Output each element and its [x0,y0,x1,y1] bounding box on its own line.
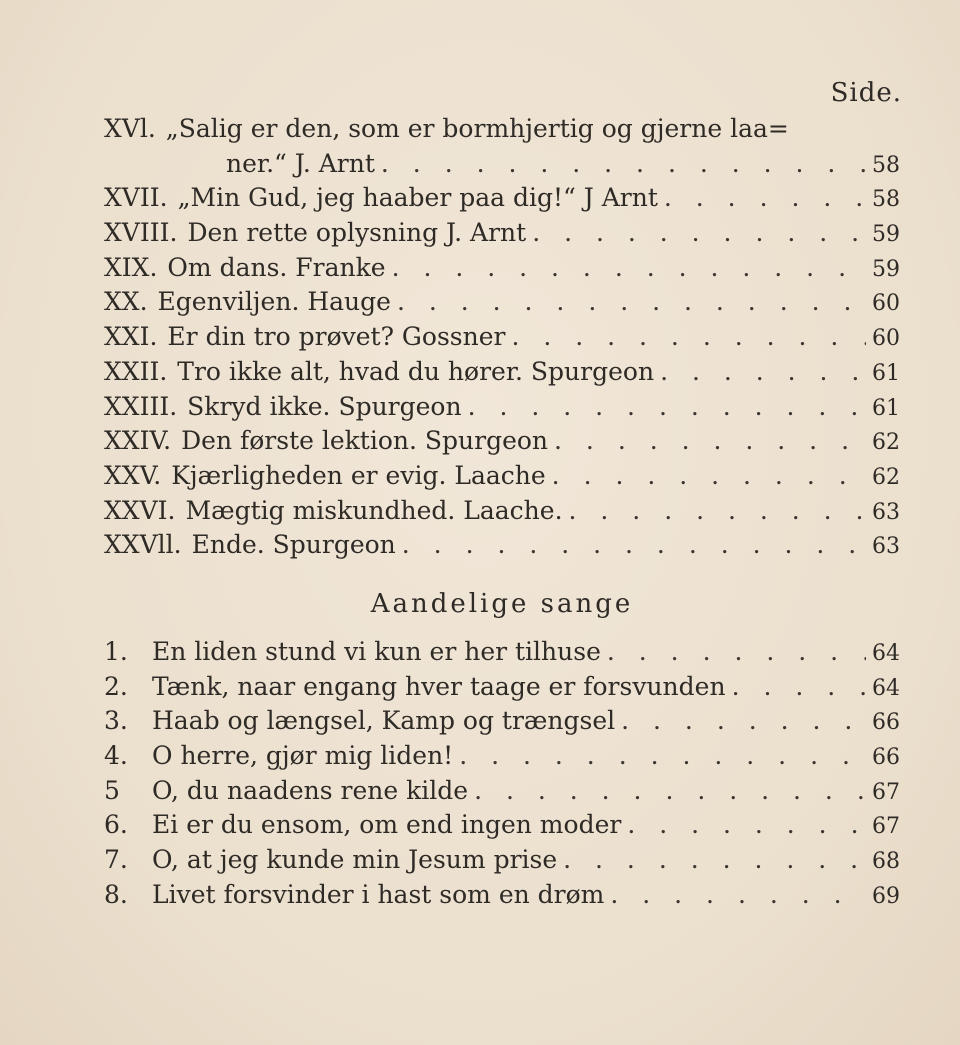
entry-title: Om dans. Franke [167,252,386,282]
entry-title: Mægtig miskundhed. Laache. [185,495,563,525]
entry-title: Egenviljen. Hauge [157,287,391,317]
toc-entry [104,216,900,251]
entry-title: „Min Gud, jeg haaber paa dig!“ J Arnt [177,183,658,213]
toc-entry [104,424,900,459]
entry-number: XIX. [104,252,158,282]
toc-entry [104,112,900,147]
entry-number: XXIV. [104,426,172,456]
dot-leader [381,147,866,182]
entry-number: XXI. [104,322,158,352]
song-entry [104,878,900,913]
toc-entry [104,528,900,563]
toc-entry [104,251,900,286]
entry-number: XXVll. [104,530,182,560]
song-page-number: 64 [872,675,900,701]
toc-entry [104,494,900,529]
toc-entry [104,459,900,494]
entry-page-number: 63 [872,499,900,525]
songs-list [104,635,900,913]
entry-page-number: 59 [872,222,900,248]
song-entry [104,670,900,705]
entry-page-number: 62 [872,430,900,456]
song-entry [104,774,900,809]
song-page-number: 67 [872,814,900,840]
entry-title: Skryd ikke. Spurgeon [187,391,462,421]
toc-entry [104,285,900,320]
entry-title: Den rette oplysning J. Arnt [187,218,527,248]
dot-leader [459,739,866,774]
dot-leader [468,390,866,425]
entry-number: XVl. [104,114,156,143]
song-entry [104,739,900,774]
dot-leader [397,285,866,320]
dot-leader [627,808,866,843]
song-number: 7. [104,845,128,875]
entry-number: XX. [104,287,148,317]
song-page-number: 66 [872,710,900,736]
entry-page-number: 63 [872,534,900,560]
entry-title: „Salig er den, som er bormhjertig og gjerne laa= [165,114,789,143]
song-entry [104,843,900,878]
table-of-contents [104,112,900,912]
dot-leader [392,251,866,286]
song-title: En liden stund vi kun er her tilhuse [152,636,601,666]
dot-leader [732,670,866,705]
toc-entry [104,320,900,355]
entry-page-number: 58 [872,152,900,178]
entry-number: XXII. [104,356,168,386]
entry-number: XXIII. [104,391,178,421]
entry-page-number: 58 [872,187,900,213]
song-entry [104,808,900,843]
entry-number: XXVI. [104,495,176,525]
entry-title: Er din tro prøvet? Gossner [167,322,506,352]
song-page-number: 66 [872,745,900,770]
entry-title: ner.“ J. Arnt [226,148,375,178]
dot-leader [532,216,866,251]
dot-leader [554,424,866,459]
dot-leader [610,878,866,913]
song-number: 2. [104,671,128,701]
entry-title: Kjærligheden er evig. Laache [171,460,546,490]
dot-leader [563,843,866,878]
dot-leader [402,528,866,563]
dot-leader [664,181,866,216]
song-number: 1. [104,636,128,666]
song-number: 6. [104,810,128,840]
entry-page-number: 61 [872,395,900,421]
toc-entry [104,390,900,425]
song-number: 5 [104,775,120,805]
song-page-number: 64 [872,640,900,666]
dot-leader [474,774,866,809]
song-entry [104,635,900,670]
dot-leader [660,355,866,390]
song-number: 3. [104,706,128,736]
song-number: 4. [104,741,128,770]
entry-number: XVIII. [104,218,178,248]
entry-number: XXV. [104,460,162,490]
dot-leader [621,704,866,739]
entry-page-number: 60 [872,326,900,352]
song-page-number: 67 [872,779,900,805]
dot-leader [511,320,866,355]
song-page-number: 69 [872,883,900,909]
song-entry [104,704,900,739]
song-title: O herre, gjør mig liden! [152,741,454,770]
song-title: O, at jeg kunde min Jesum prise [152,845,558,875]
entry-page-number: 61 [872,360,900,386]
entry-title: Den første lektion. Spurgeon [181,426,549,456]
song-title: O, du naadens rene kilde [152,775,469,805]
song-title: Ei er du ensom, om end ingen moder [152,810,622,840]
entry-page-number: 62 [872,464,900,490]
entry-title: Tro ikke alt, hvad du hører. Spurgeon [177,356,655,386]
entry-title: Ende. Spurgeon [191,530,396,560]
dot-leader [552,459,866,494]
song-title: Livet forsvinder i hast som en drøm [152,879,605,909]
toc-entry-continuation [104,147,900,182]
toc-entry [104,181,900,216]
song-number: 8. [104,879,128,909]
dot-leader [607,635,866,670]
section-heading-songs: Aandelige sange [370,588,634,619]
song-title: Tænk, naar engang hver taage er forsvunden [152,671,726,701]
song-title: Haab og længsel, Kamp og trængsel [152,706,616,736]
page-column-header: Side. [830,78,902,108]
song-page-number: 68 [872,849,900,875]
entry-page-number: 60 [872,291,900,317]
entry-page-number: 59 [872,256,900,282]
dot-leader [569,494,866,529]
toc-entry [104,355,900,390]
entry-number: XVII. [104,183,168,213]
